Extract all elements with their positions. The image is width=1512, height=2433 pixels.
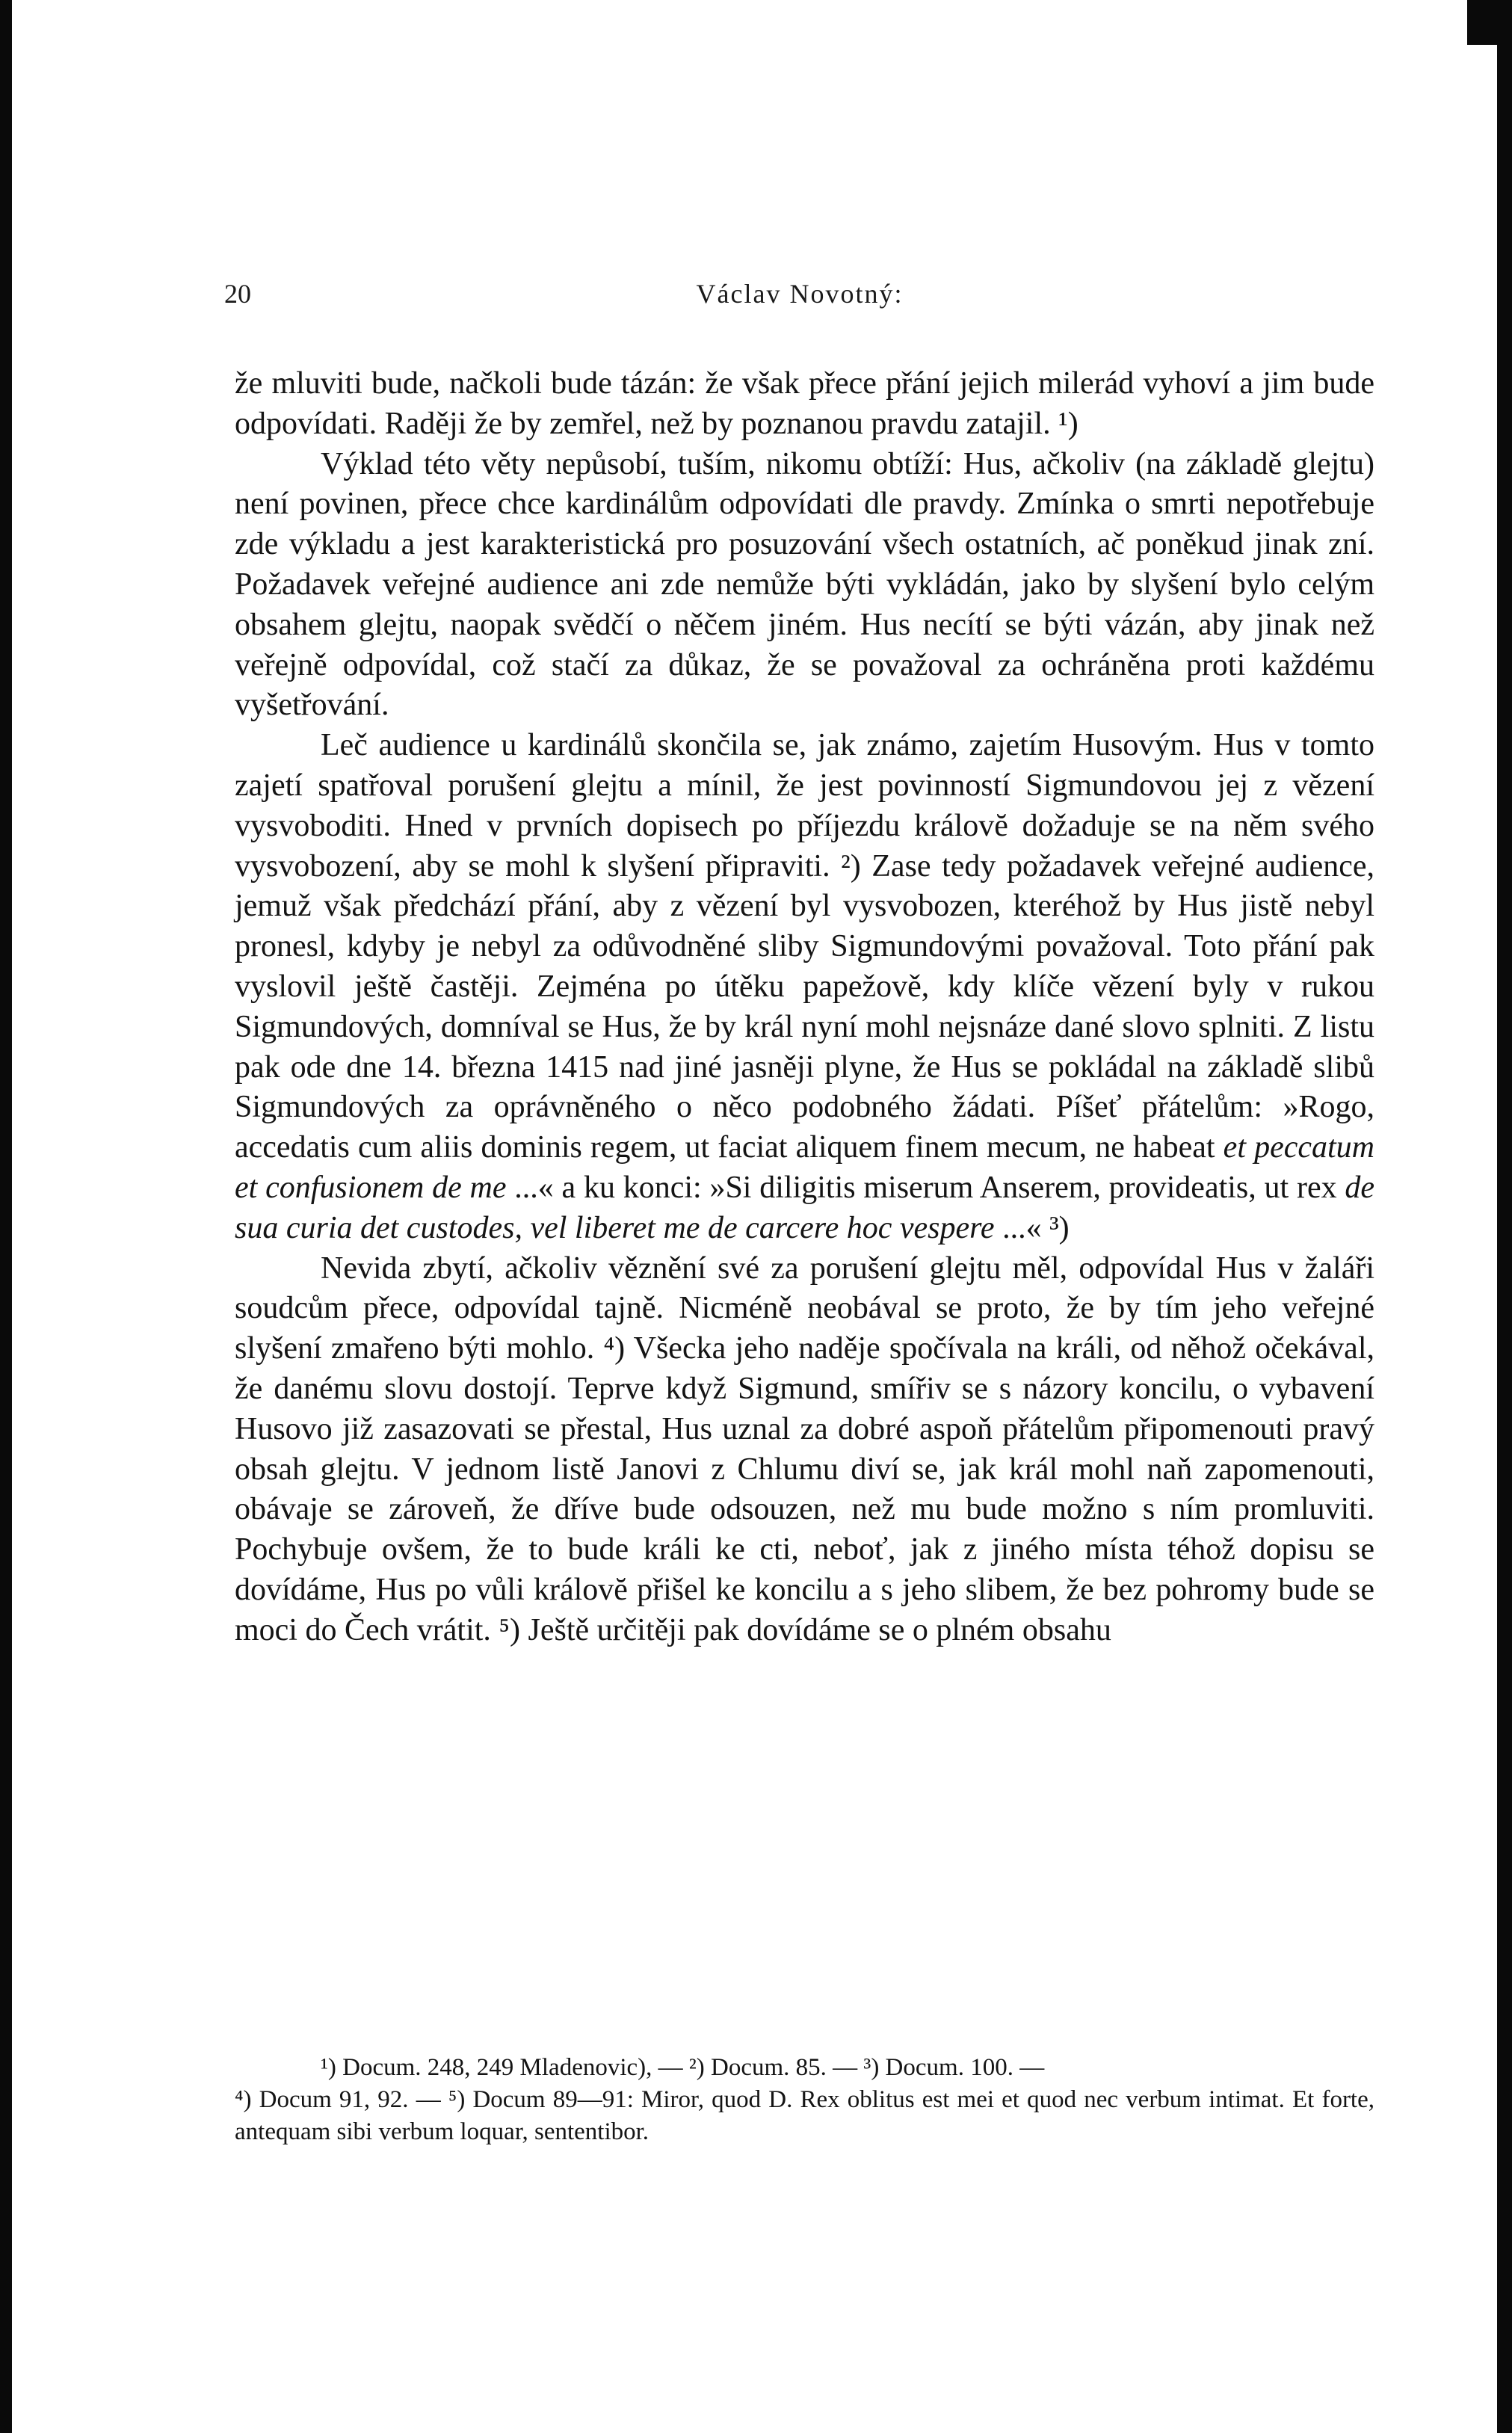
paragraph-2: Výklad této věty nepůsobí, tuším, nikomu obtíží: Hus, ačkoliv (na základě glejtu) není povinen, přece chce kardinálům odpovídati dle pravdy. Zmínka o smrti nepotřebuje zde výkladu a jest karakteristická pro posuzování všech ostatních, ač poněkud jinak zní. Požadavek veřejné audience ani zde nemůže býti vykládán, jako by slyšení bylo celým obsahem glejtu, naopak svědčí o něčem jiném. Hus necítí se býti vázán, aby jinak než veřejně odpovídal, což stačí za důkaz, že se považoval za ochráněna proti každému vyšetřování. [235,446,1374,723]
paragraph-3-italic-quote-1: et peccatum et confusionem de me [235,1130,1375,1205]
page-number: 20 [224,279,251,309]
paragraph-3-mid: ...« a ku konci: »Si diligitis miserum Anserem, provideatis, ut rex [514,1170,1337,1205]
paragraph-1: že mluviti bude, načkoli bude tázán: že však přece přání jejich milerád vyhoví a jim bude odpovídati. Raději že by zemřel, než by poznanou pravdu zatajil. ¹) [235,366,1374,441]
paragraph-3-end: ...« ³) [1002,1210,1070,1245]
paragraph-3 [235,726,1374,1248]
scan-border-right [1497,45,1512,2433]
book-page [12,0,1499,2433]
footnote-line-1: ¹) Docum. 248, 249 Mladenovic), — ²) Docum. 85. — ³) Docum. 100. — [321,2054,1045,2081]
paragraph-3-text: Leč audience u kardinálů skončila se, jak známo, zajetím Husovým. Hus v tomto zajetí spatřoval porušení glejtu a mínil, že jest povinností Sigmundovou jej z vězení vysvoboditi. Hned v prvních dopisech po příjezdu královĕ dožaduje se na něm svého vysvobození, aby se mohl k slyšení připraviti. ²) Zase tedy požadavek veřejné audience, jemuž však předchází přání, aby z vězení byl vysvobozen, kteréhož by Hus jistě nebyl pronesl, kdyby je nebyl za odůvodněné sliby Sigmundovými považoval. Toto přání pak vyslovil ještě častěji. Zejména po útěku papežově, kdy klíče vězení byly v rukou Sigmundových, domníval se Hus, že by král nyní mohl nejsnáze dané slovo splniti. Z listu pak ode dne 14. března 1415 nad jiné jasněji plyne, že Hus se pokládal na základě slibů Sigmundových za oprávněného o něco podobného žádati. Píšeť přátelům: »Rogo, accedatis cum aliis dominis regem, ut faciat aliquem finem mecum, ne habeat [235,728,1374,1165]
paragraph-3-italic-quote-2: de sua curia det custodes, vel liberet me de carcere hoc vespere [235,1170,1375,1245]
scan-border-left [0,0,12,2433]
footnotes [235,2052,1374,2148]
footnote-line-2: ⁴) Docum 91, 92. — ⁵) Docum 89—91: Miror, quod D. Rex oblitus est mei et quod nec verbum intimat. Et forte, antequam sibi verbum loquar, sententibor. [235,2086,1374,2145]
main-text [235,364,1374,1651]
paragraph-4: Nevida zbytí, ačkoliv věznění své za porušení glejtu měl, odpovídal Hus v žaláři soudcům přece, odpovídal tajně. Nicméně neobával se proto, že by tím jeho veřejné slyšení zmařeno býti mohlo. ⁴) Všecka jeho naděje spočívala na králi, od něhož očekával, že danému slovu dostojí. Teprve když Sigmund, smířiv se s názory koncilu, o vybavení Husovo již zasazovati se přestal, Hus uznal za dobré aspoň přátelům připomenouti pravý obsah glejtu. V jednom listě Janovi z Chlumu diví se, jak král mohl naň zapomenouti, obávaje se zároveň, že dříve bude odsouzen, než mu bude možno s ním promluviti. Pochybuje ovšem, že to bude králi ke cti, neboť, jak z jiného místa téhož dopisu se dovídáme, Hus po vůli královĕ přišel ke koncilu a s jeho slibem, že bez pohromy bude se moci do Čech vrátit. ⁵) Ještě určitěji pak dovídáme se o plném obsahu [235,1251,1374,1647]
page-header [224,278,1375,323]
running-head: Václav Novotný: [696,279,904,309]
scan-border-top-right [1467,0,1512,45]
